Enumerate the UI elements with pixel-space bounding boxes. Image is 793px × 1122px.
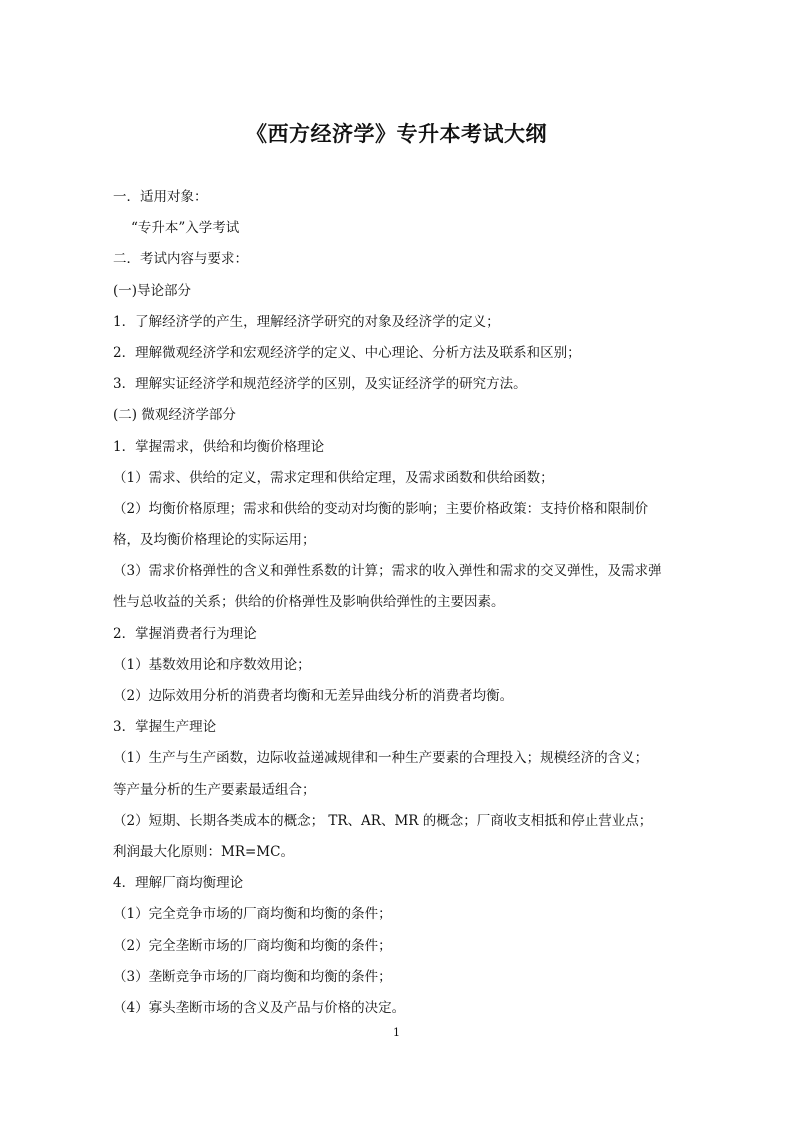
sub-list-item: （2）短期、长期各类成本的概念； TR、AR、MR 的概念；厂商收支相抵和停止营业点；: [113, 812, 653, 829]
document-title: 《西方经济学》专升本考试大纲: [246, 122, 547, 146]
paragraph-line: 利润最大化原则：MR=MC。: [113, 843, 294, 860]
list-item: 3．理解实证经济学和规范经济学的区别，及实证经济学的研究方法。: [113, 376, 527, 393]
paragraph-line: “专升本”入学考试: [131, 220, 240, 237]
sub-list-item: （3）需求价格弹性的含义和弹性系数的计算；需求的收入弹性和需求的交叉弹性，及需求弹: [113, 563, 662, 580]
subsection-heading: (一)导论部分: [113, 282, 192, 299]
sub-list-item: （2）边际效用分析的消费者均衡和无差异曲线分析的消费者均衡。: [113, 688, 514, 704]
list-item: 1．掌握需求，供给和均衡价格理论: [113, 438, 325, 455]
page-number: 1: [393, 1026, 400, 1039]
subsection-heading: (二) 微观经济学部分: [113, 407, 236, 424]
section-heading: 一．适用对象：: [113, 189, 208, 205]
paragraph-line: 性与总收益的关系；供给的价格弹性及影响供给弹性的主要因素。: [113, 594, 505, 611]
sub-list-item: （2）完全垄断市场的厂商均衡和均衡的条件；: [113, 937, 392, 954]
sub-list-item: （3）垄断竞争市场的厂商均衡和均衡的条件；: [113, 968, 392, 985]
sub-list-item: （1）完全竞争市场的厂商均衡和均衡的条件；: [113, 906, 392, 923]
sub-list-item: （1）需求、供给的定义，需求定理和供给定理，及需求函数和供给函数；: [113, 469, 554, 486]
sub-list-item: （1）基数效用论和序数效用论；: [113, 656, 311, 673]
sub-list-item: （1）生产与生产函数，边际收益递减规律和一种生产要素的合理投入；规模经济的含义；: [113, 750, 649, 767]
list-item: 2．掌握消费者行为理论: [113, 625, 257, 642]
section-heading: 二．考试内容与要求：: [113, 251, 248, 268]
sub-list-item: （4）寡头垄断市场的含义及产品与价格的决定。: [113, 999, 406, 1016]
list-item: 4．理解厂商均衡理论: [113, 875, 244, 892]
sub-list-item: （2）均衡价格原理；需求和供给的变动对均衡的影响；主要价格政策：支持价格和限制价: [113, 500, 649, 517]
paragraph-line: 格，及均衡价格理论的实际运用；: [113, 532, 316, 549]
list-item: 3．掌握生产理论: [113, 719, 217, 736]
paragraph-line: 等产量分析的生产要素最适组合；: [113, 781, 316, 798]
document-body: [113, 182, 685, 1024]
list-item: 2．理解微观经济学和宏观经济学的定义、中心理论、分析方法及联系和区别；: [113, 344, 581, 361]
list-item: 1．了解经济学的产生，理解经济学研究的对象及经济学的定义；: [113, 313, 500, 330]
